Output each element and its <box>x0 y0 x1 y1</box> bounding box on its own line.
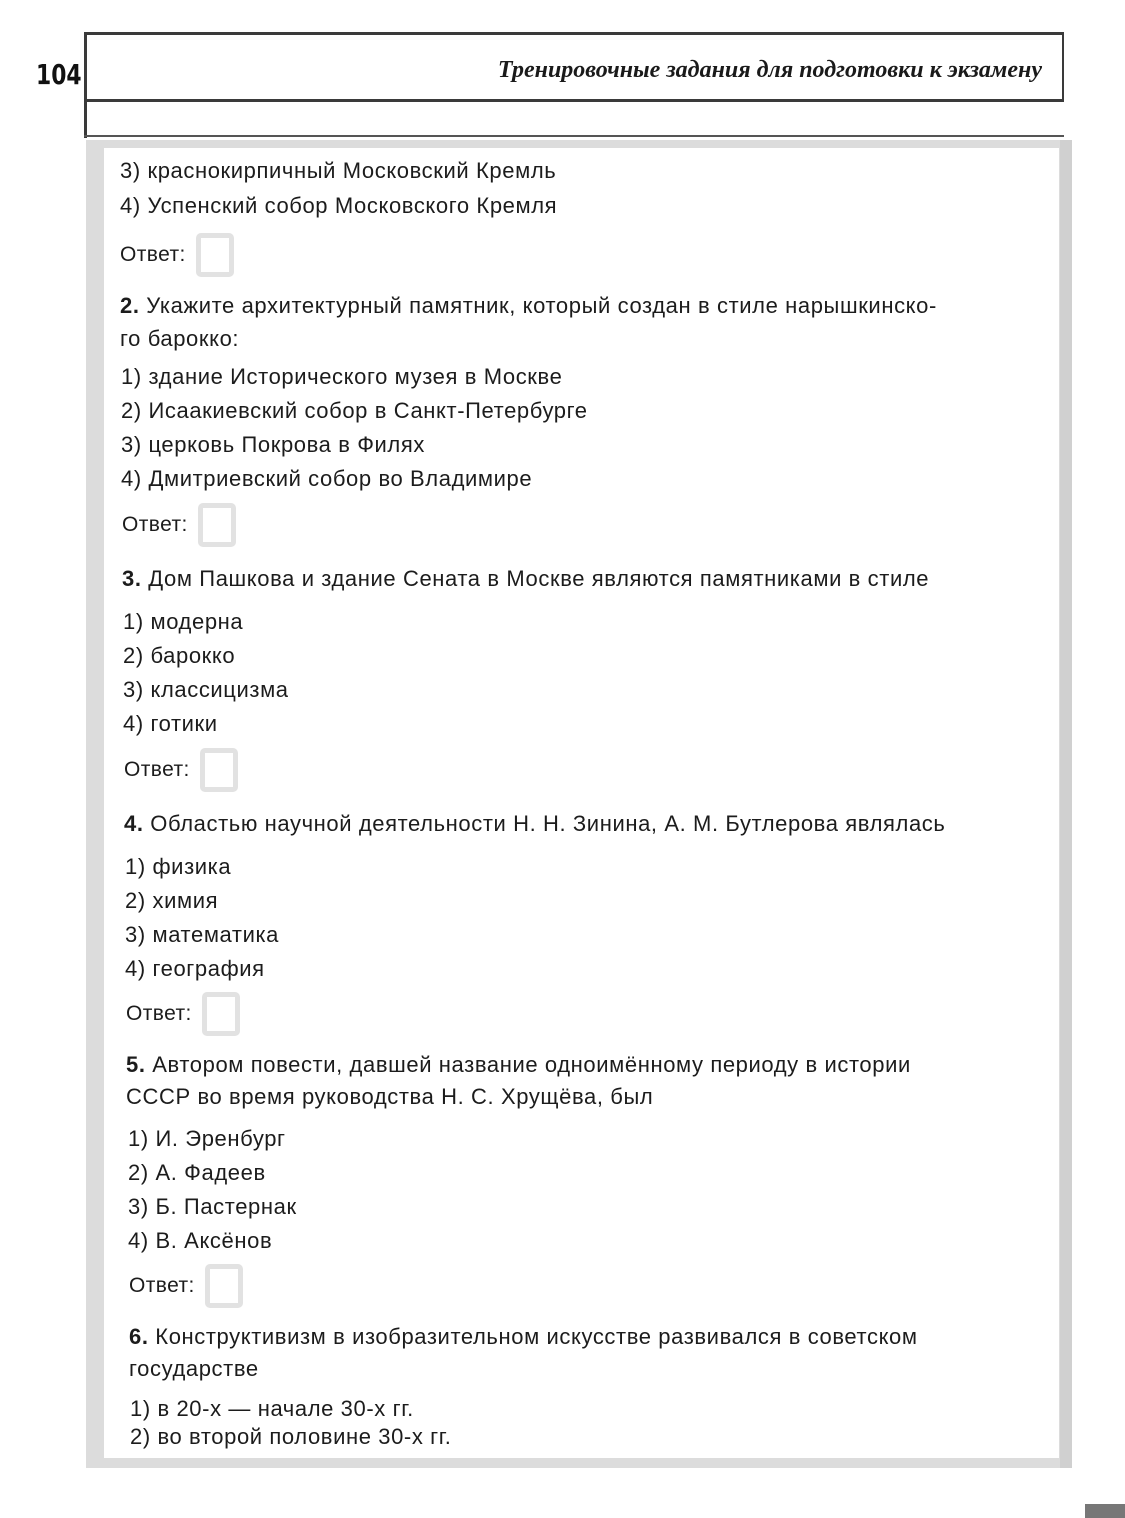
q4-option-4: 4) география <box>125 956 265 981</box>
q6-text-line-2: государстве <box>129 1356 259 1381</box>
page-header <box>84 32 1064 102</box>
q3-option-4: 4) готики <box>123 711 218 736</box>
q2-answer-box[interactable] <box>198 503 236 547</box>
q1-answer-row <box>120 233 234 277</box>
q2-option-2: 2) Исаакиевский собор в Санкт-Петербурге <box>121 398 588 423</box>
q2-answer-row <box>122 503 236 547</box>
q2-option-1: 1) здание Исторического музея в Москве <box>121 364 563 389</box>
answer-label: Ответ: <box>124 758 190 781</box>
right-shade <box>1060 140 1072 1468</box>
q4-option-3: 3) математика <box>125 922 280 947</box>
page-number: 104 <box>36 58 82 91</box>
q3-text-line-1 <box>122 566 929 592</box>
q4-option-1: 1) физика <box>125 854 232 879</box>
header-title: Тренировочные задания для подготовки к экзамену <box>497 57 1042 83</box>
q6-option-2: 2) во второй половине 30-х гг. <box>130 1424 452 1449</box>
q5-text-line-2: СССР во время руководства Н. С. Хрущёва, был <box>126 1084 654 1109</box>
q4-number: 4. <box>124 811 144 836</box>
q3-answer-row <box>124 748 238 792</box>
q2-option-4: 4) Дмитриевский собор во Владимире <box>121 466 533 491</box>
q4-answer-row <box>126 992 240 1036</box>
q3-option-1: 1) модерна <box>123 609 244 634</box>
q3-number: 3. <box>122 566 142 591</box>
q2-option-3: 3) церковь Покрова в Филях <box>121 432 425 457</box>
q5-number: 5. <box>126 1052 146 1077</box>
q3-answer-box[interactable] <box>200 748 238 792</box>
content-panel <box>104 148 1059 1458</box>
q5-answer-box[interactable] <box>205 1264 243 1308</box>
q4-text: Областью научной деятельности Н. Н. Зинина, А. М. Бутлерова являлась <box>150 811 946 836</box>
q5-option-3: 3) Б. Пастернак <box>128 1194 297 1219</box>
q6-text: Конструктивизм в изобразительном искусстве развивался в советском <box>155 1324 918 1349</box>
q3-option-3: 3) классицизма <box>123 677 289 702</box>
q2-text-line-1 <box>120 293 937 319</box>
scan-edge <box>1085 1504 1125 1518</box>
q1-option-3: 3) краснокирпичный Московский Кремль <box>120 158 557 183</box>
q6-text-line-1 <box>129 1324 918 1350</box>
answer-label: Ответ: <box>122 513 188 536</box>
q5-text: Автором повести, давшей название одноимённому периоду в истории <box>152 1052 911 1077</box>
q5-option-2: 2) А. Фадеев <box>128 1160 266 1185</box>
answer-label: Ответ: <box>120 243 186 266</box>
q4-answer-box[interactable] <box>202 992 240 1036</box>
q4-option-2: 2) химия <box>125 888 219 913</box>
q4-text-line-1 <box>124 811 945 837</box>
q5-option-1: 1) И. Эренбург <box>128 1126 286 1151</box>
q5-text-line-1 <box>126 1052 911 1078</box>
q1-option-4: 4) Успенский собор Московского Кремля <box>120 193 558 218</box>
answer-label: Ответ: <box>126 1002 192 1025</box>
q1-answer-box[interactable] <box>196 233 234 277</box>
q2-number: 2. <box>120 293 140 318</box>
q3-option-2: 2) барокко <box>123 643 236 668</box>
q3-text: Дом Пашкова и здание Сената в Москве являются памятниками в стиле <box>148 566 930 591</box>
top-rule <box>84 135 1064 137</box>
q6-number: 6. <box>129 1324 149 1349</box>
q2-text-line-2: го барокко: <box>120 326 240 351</box>
answer-label: Ответ: <box>129 1274 195 1297</box>
q5-answer-row <box>129 1264 243 1308</box>
q2-text: Укажите архитектурный памятник, который создан в стиле нарышкинско- <box>146 293 937 318</box>
left-rule <box>84 100 87 138</box>
q5-option-4: 4) В. Аксёнов <box>128 1228 273 1253</box>
q6-option-1: 1) в 20-х — начале 30-х гг. <box>130 1396 414 1421</box>
